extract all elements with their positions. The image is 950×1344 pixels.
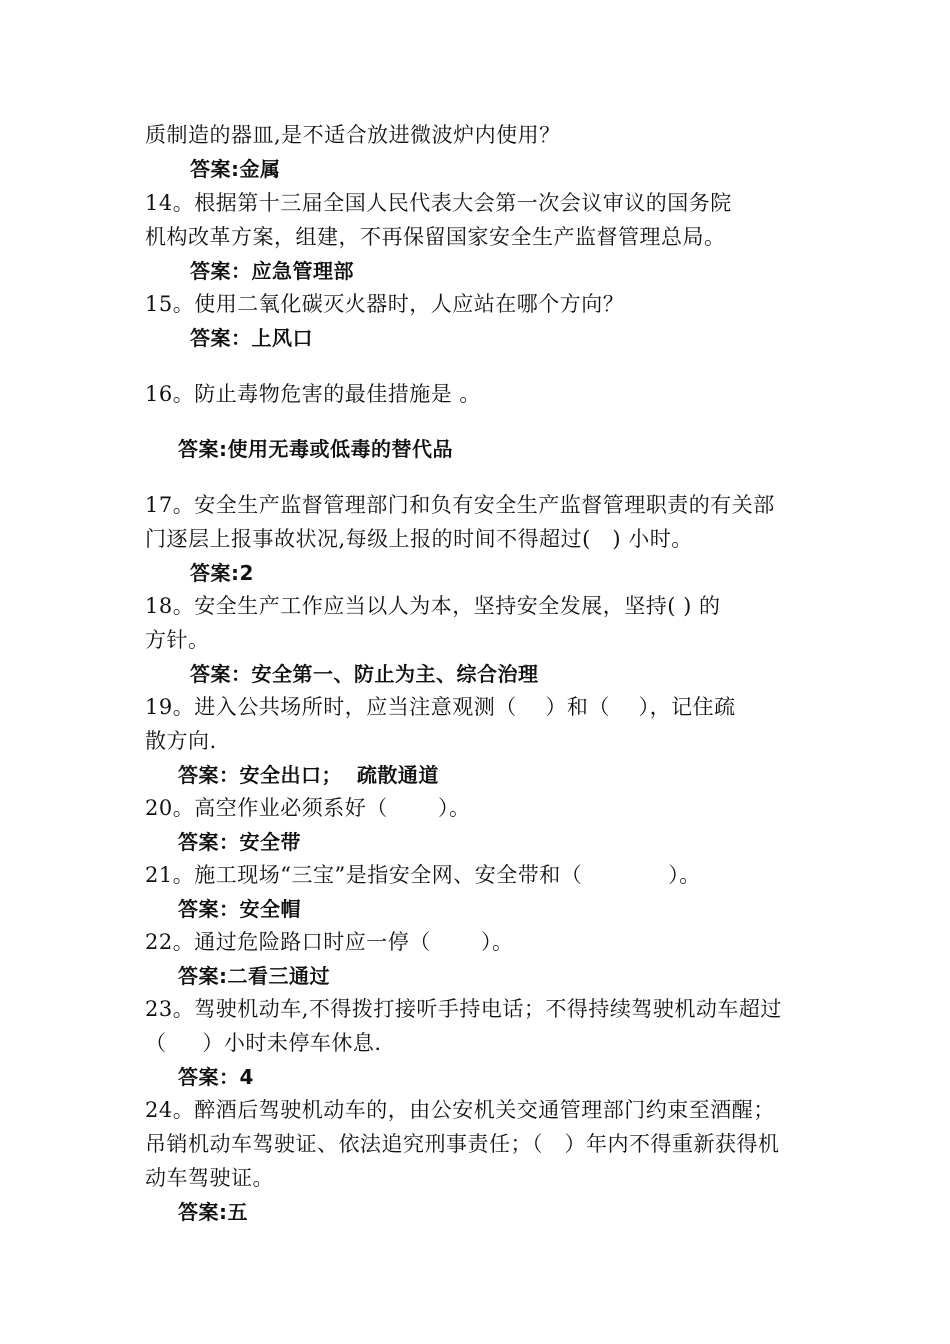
answer-text: 答案:金属	[190, 157, 281, 181]
answer-text: 答案：上风口	[190, 326, 313, 350]
answer-text: 答案：安全第一、防止为主、综合治理	[190, 662, 539, 686]
question-text: 22。通过危险路口时应一停（ ）。	[145, 930, 514, 954]
question-text: 16。防止毒物危害的最佳措施是 。	[145, 382, 481, 406]
answer-text: 答案：安全帽	[178, 897, 301, 921]
question-text: 14。根据第十三届全国人民代表大会第一次会议审议的国务院	[145, 191, 732, 215]
answer-text: 答案:二看三通过	[178, 964, 330, 988]
question-text: 17。安全生产监督管理部门和负有安全生产监督管理职责的有关部	[145, 493, 775, 517]
question-text: 门逐层上报事故状况,每级上报的时间不得超过( ) 小时。	[145, 527, 693, 551]
answer-text: 答案:使用无毒或低毒的替代品	[178, 437, 453, 461]
question-text: 质制造的器皿,是不适合放进微波炉内使用？	[145, 123, 561, 147]
question-text: （ ）小时未停车休息.	[145, 1031, 382, 1055]
answer-text: 答案:2	[190, 561, 254, 585]
question-text: 15。使用二氧化碳灭火器时，人应站在哪个方向？	[145, 292, 625, 316]
question-text: 机构改革方案，组建，不再保留国家安全生产监督管理总局。	[145, 225, 726, 249]
question-text: 20。高空作业必须系好（ ）。	[145, 796, 471, 820]
question-text: 19。进入公共场所时，应当注意观测（ ）和（ ），记住疏	[145, 695, 736, 719]
question-text: 23。驾驶机动车,不得拨打接听手持电话；不得持续驾驶机动车超过	[145, 997, 782, 1021]
answer-text: 答案：4	[178, 1065, 254, 1089]
question-text: 方针。	[145, 628, 210, 652]
answer-text: 答案:五	[178, 1200, 248, 1224]
question-text: 吊销机动车驾驶证、依法追究刑事责任；（ ）年内不得重新获得机	[145, 1132, 780, 1156]
question-text: 24。醉酒后驾驶机动车的，由公安机关交通管理部门约束至酒醒；	[145, 1098, 775, 1122]
answer-text: 答案：应急管理部	[190, 259, 354, 283]
question-text: 18。安全生产工作应当以人为本，坚持安全发展，坚持( ) 的	[145, 594, 721, 618]
answer-text: 答案：安全带	[178, 830, 301, 854]
question-text: 21。施工现场“三宝”是指安全网、安全带和（ ）。	[145, 863, 701, 887]
answer-text: 答案：安全出口； 疏散通道	[178, 763, 439, 787]
question-text: 动车驾驶证。	[145, 1166, 274, 1190]
question-text: 散方向.	[145, 729, 217, 753]
